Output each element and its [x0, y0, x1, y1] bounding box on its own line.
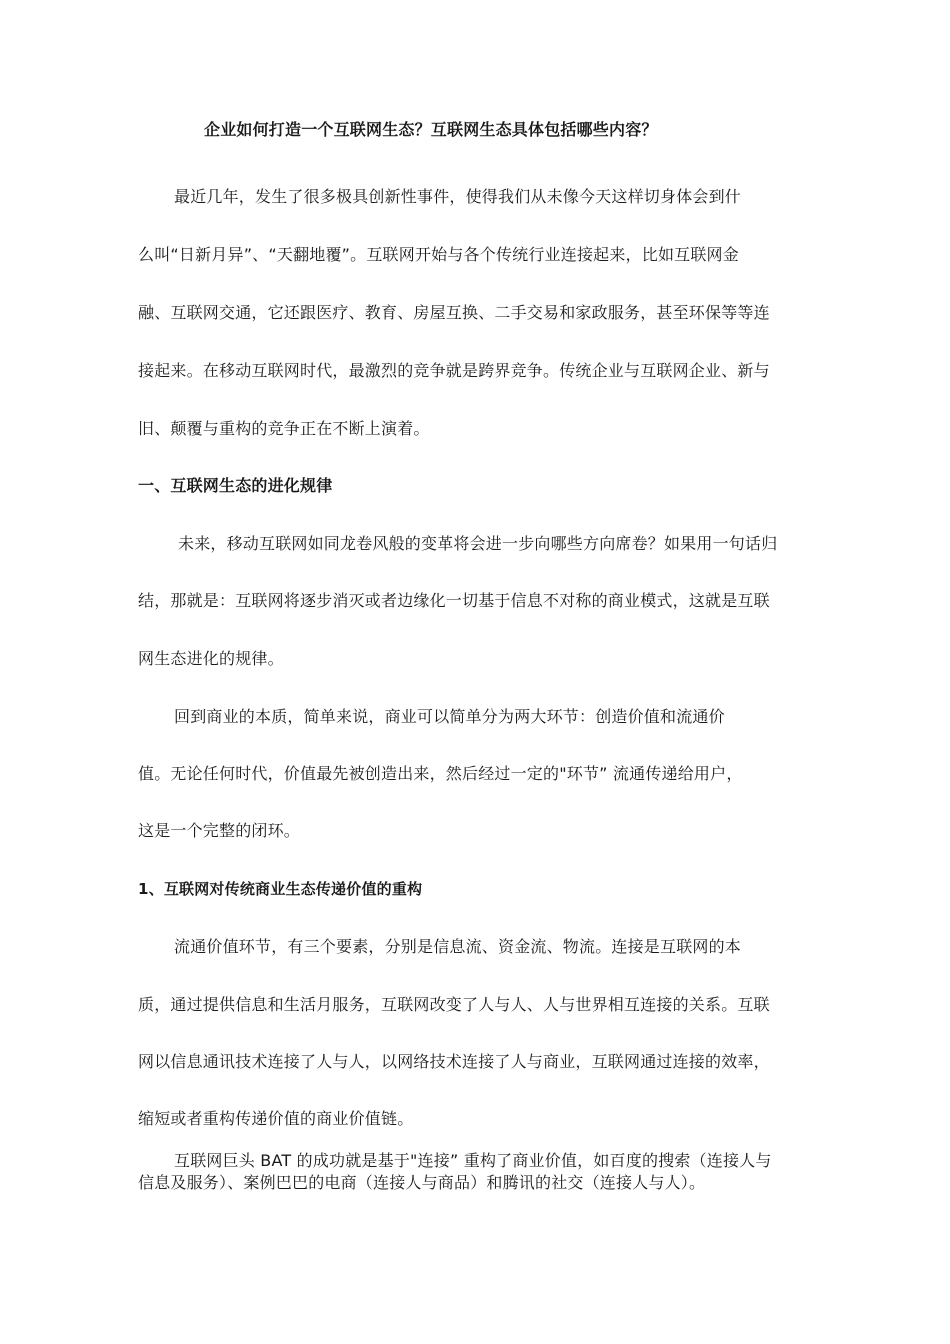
section-1-para-2-line-3: 这是一个完整的闭环。 [138, 821, 301, 840]
section-1-heading: 一、互联网生态的进化规律 [138, 476, 333, 495]
subsection-1-heading: 1、互联网对传统商业生态传递价值的重构 [138, 880, 423, 898]
section-1-para-2-line-1: 回到商业的本质，简单来说，商业可以简单分为两大环节：创造价值和流通价 [174, 707, 725, 726]
subsection-1-para-2-line-1: 互联网巨头 BAT 的成功就是基于"连接” 重构了商业价值，如百度的搜索（连接人与 [174, 1151, 772, 1170]
subsection-1-para-1-line-1: 流通价值环节，有三个要素，分别是信息流、资金流、物流。连接是互联网的本 [174, 937, 742, 956]
intro-line-4: 接起来。在移动互联网时代，最激烈的竞争就是跨界竞争。传统企业与互联网企业、新与 [138, 361, 770, 380]
intro-line-3: 融、互联网交通，它还跟医疗、教育、房屋互换、二手交易和家政服务，甚至环保等等连 [138, 303, 770, 322]
section-1-para-1-line-3: 网生态进化的规律。 [138, 649, 284, 668]
subsection-1-para-2-line-2: 信息及服务）、案例巴巴的电商（连接人与商品）和腾讯的社交（连接人与人）。 [138, 1173, 706, 1192]
subsection-1-para-1-line-4: 缩短或者重构传递价值的商业价值链。 [138, 1109, 414, 1128]
intro-line-2: 么叫“日新月异”、“天翻地覆”。互联网开始与各个传统行业连接起来，比如互联网金 [138, 245, 739, 264]
page-title: 企业如何打造一个互联网生态？互联网生态具体包括哪些内容？ [204, 120, 658, 139]
subsection-1-para-1-line-3: 网以信息通讯技术连接了人与人，以网络技术连接了人与商业，互联网通过连接的效率， [138, 1052, 770, 1071]
subsection-1-para-1-line-2: 质，通过提供信息和生活月服务，互联网改变了人与人、人与世界相互连接的关系。互联 [138, 995, 770, 1014]
section-1-para-1-line-1: 未来，移动互联网如同龙卷风般的变革将会进一步向哪些方向席卷？如果用一句话归 [178, 534, 778, 553]
section-1-para-1-line-2: 结，那就是：互联网将逐步消灭或者边缘化一切基于信息不对称的商业模式，这就是互联 [138, 591, 770, 610]
section-1-para-2-line-2: 值。无论任何时代，价值最先被创造出来，然后经过一定的"环节” 流通传递给用户， [138, 764, 743, 783]
intro-line-1: 最近几年，发生了很多极具创新性事件，使得我们从未像今天这样切身体会到什 [174, 187, 742, 206]
intro-line-5: 旧、颠覆与重构的竞争正在不断上演着。 [138, 419, 430, 438]
